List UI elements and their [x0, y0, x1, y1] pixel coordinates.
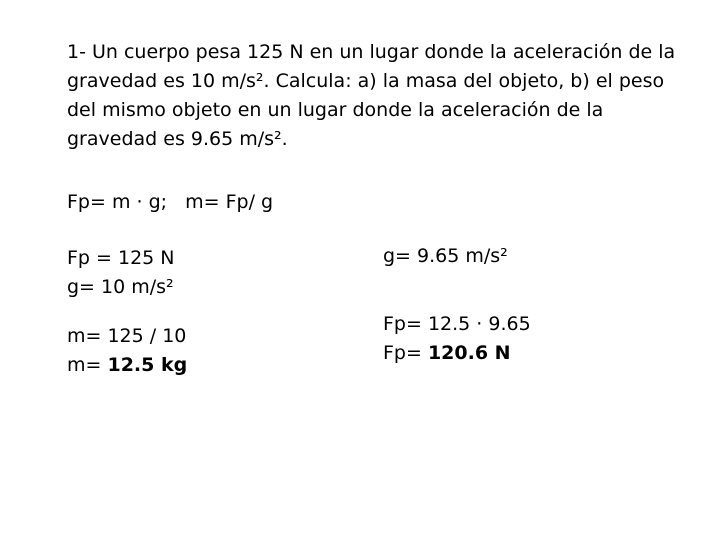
calculation-b	[383, 310, 531, 368]
mass-expression: m= 125 / 10	[67, 325, 187, 347]
mass-result-prefix: m=	[67, 354, 108, 376]
problem-statement: 1- Un cuerpo pesa 125 N en un lugar donde la aceleración de la gravedad es 10 m/s². Calcula: a) la masa del objeto, b) el peso del mismo objeto en un lugar donde la aceleración de la gravedad es 9.65 m/s².	[67, 41, 676, 150]
given-data-b	[383, 242, 508, 271]
new-gravity: g= 9.65 m/s²	[383, 245, 508, 267]
given-weight: Fp = 125 N	[67, 247, 175, 269]
given-gravity: g= 10 m/s²	[67, 276, 174, 298]
given-data-a	[67, 244, 175, 302]
weight-result-prefix: Fp=	[383, 342, 428, 364]
weight-expression: Fp= 12.5 · 9.65	[383, 313, 531, 335]
calculation-a	[67, 322, 187, 380]
weight-result	[383, 339, 531, 368]
formula-line: Fp= m · g; m= Fp/ g	[67, 191, 274, 213]
mass-result-value: 12.5 kg	[107, 354, 188, 376]
weight-result-value: 120.6 N	[427, 342, 511, 364]
mass-result	[67, 351, 187, 380]
